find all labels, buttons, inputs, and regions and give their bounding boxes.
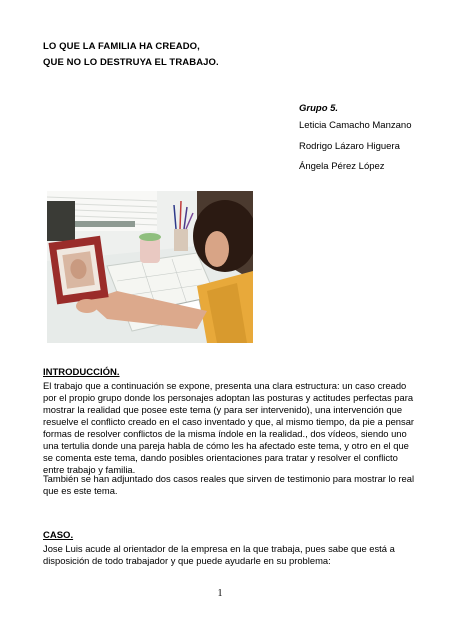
paragraph-line: formas de resolver conflictos de la misma índole en la realidad., dos vídeos, siendo uno: [43, 428, 407, 440]
paragraph-line: entre trabajo y familia.: [43, 464, 136, 476]
paragraph-line: por el propio grupo donde los personajes adoptan las posturas y actitudes perfectas para: [43, 392, 414, 404]
document-title-line-2: QUE NO LO DESTRUYA EL TRABAJO.: [43, 57, 219, 68]
caso-paragraph: [43, 543, 415, 567]
paragraph-line: mostrar la realidad que posee este tema (y para ser intervenido), una intervención que: [43, 404, 403, 416]
intro-paragraph: [43, 380, 415, 476]
group-member: Ángela Pérez López: [299, 161, 385, 172]
group-member: Rodrigo Lázaro Higuera: [299, 141, 400, 152]
section-heading-introduccion: INTRODUCCIÓN.: [43, 367, 120, 378]
paragraph-line: También se han adjuntado dos casos reales que sirven de testimonio para mostrar lo real: [43, 473, 415, 484]
paragraph-line: Jose Luis acude al orientador de la empresa en la que trabaja, pues sabe que está a: [43, 543, 395, 554]
paragraph-line: resuelve el conflicto creado en el caso inventado y que, al mismo tiempo, da pie a pensar: [43, 416, 415, 428]
group-label: Grupo 5.: [299, 103, 339, 114]
group-member: Leticia Camacho Manzano: [299, 120, 412, 131]
intro-paragraph-2: [43, 473, 415, 497]
paragraph-line: El trabajo que a continuación se expone, presenta una clara estructura: un caso creado: [43, 380, 407, 391]
document-title-line-1: LO QUE LA FAMILIA HA CREADO,: [43, 41, 200, 52]
section-heading-caso: CASO.: [43, 530, 74, 541]
paragraph-line: disposición de todo trabajador y que puede ayudarle en su problema:: [43, 555, 331, 567]
woman-holding-photo-frame-image: [47, 191, 253, 343]
paragraph-line: se comenta este tema, dando posibles orientaciones para tratar y resolver el conflicto: [43, 452, 398, 464]
paragraph-line: una tertulia donde una pareja habla de cómo les ha afectado este tema, y otro en el que: [43, 440, 409, 452]
page-number: 1: [217, 588, 223, 599]
paragraph-line: que es este tema.: [43, 485, 118, 497]
